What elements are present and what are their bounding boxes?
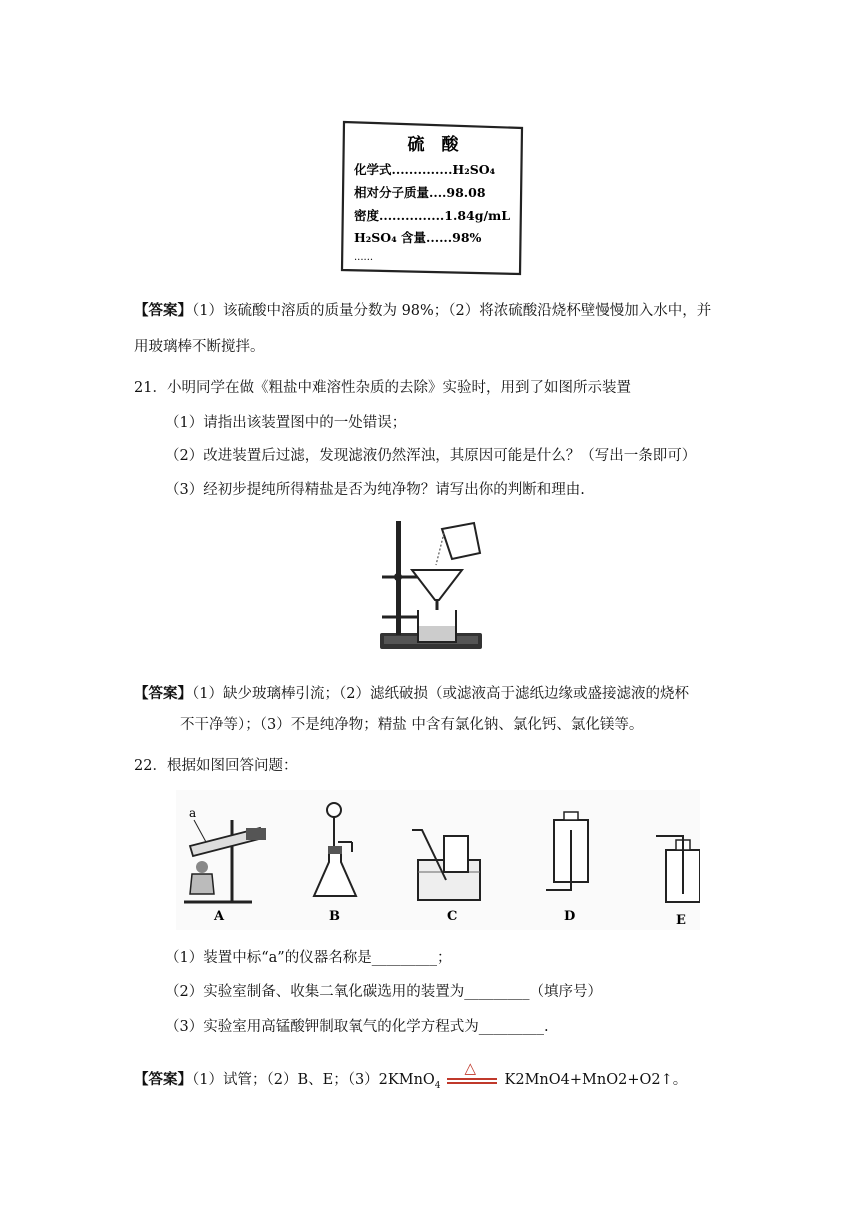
- figure-label-d: D: [564, 909, 576, 924]
- q21-sub3: （3）经初步提纯所得精盐是否为纯净物？请写出你的判断和理由.: [165, 482, 585, 498]
- q21-stem: 21．小明同学在做《粗盐中难溶性杂质的去除》实验时，用到了如图所示装置: [134, 380, 631, 396]
- label-row-formula: 化学式..............H₂SO₄: [354, 162, 496, 177]
- q22-sub2: （2）实验室制备、收集二氧化碳选用的装置为_________（填序号）: [165, 984, 602, 1000]
- answer-label: 【答案】: [134, 302, 192, 319]
- q21-sub1: （1）请指出该装置图中的一处错误；: [165, 415, 407, 431]
- label-row-mass: 相对分子质量....98.08: [354, 185, 486, 200]
- answer-label: 【答案】: [134, 685, 192, 702]
- figure-label-b: B: [329, 909, 340, 924]
- label-title: 硫 酸: [407, 135, 459, 155]
- q22-sub1: （1）装置中标“a”的仪器名称是_________；: [165, 950, 452, 966]
- figure-label-c: C: [447, 909, 458, 924]
- q20-answer-line2: 用玻璃棒不断搅拌。: [134, 339, 265, 355]
- q22-stem: 22．根据如图回答问题：: [134, 758, 298, 774]
- q20-answer-line1: 【答案】（1）该硫酸中溶质的质量分数为 98%；（2）将浓硫酸沿烧杯壁慢慢加入水中，并: [134, 302, 712, 319]
- answer-label: 【答案】: [134, 1071, 192, 1088]
- lab-apparatus-figure: [176, 790, 700, 930]
- figure-label-e: E: [676, 913, 686, 928]
- heat-arrow: [445, 1059, 501, 1090]
- q22-sub3: （3）实验室用高锰酸钾制取氧气的化学方程式为_________.: [165, 1019, 549, 1035]
- sulfuric-acid-label-image: [340, 118, 526, 278]
- filtration-apparatus-image: [368, 515, 500, 655]
- label-row-ellipsis: ......: [354, 252, 374, 263]
- figure-label-a-small: a: [189, 806, 197, 820]
- subscript-4: 4: [434, 1080, 441, 1091]
- heat-symbol: △: [464, 1059, 477, 1077]
- q21-answer-line2: 不干净等）；（3）不是纯净物；精盐 中含有氯化钠、氯化钙、氯化镁等。: [180, 717, 644, 733]
- label-row-density: 密度...............1.84g/mL: [354, 208, 511, 223]
- label-row-content: H₂SO₄ 含量......98%: [354, 230, 482, 245]
- q22-answer-line: 【答案】（1）试管；（2）B、E；（3）2KMnO$_4$ △ K2MnO4+MnO2+O2↑。: [134, 1059, 688, 1091]
- q21-sub2: （2）改进装置后过滤，发现滤液仍然浑浊，其原因可能是什么？（写出一条即可）: [165, 448, 697, 464]
- q21-answer-line1: 【答案】（1）缺少玻璃棒引流；（2）滤纸破损（或滤液高于滤纸边缘或盛接滤液的烧杯: [134, 685, 689, 702]
- figure-label-a: A: [214, 909, 225, 924]
